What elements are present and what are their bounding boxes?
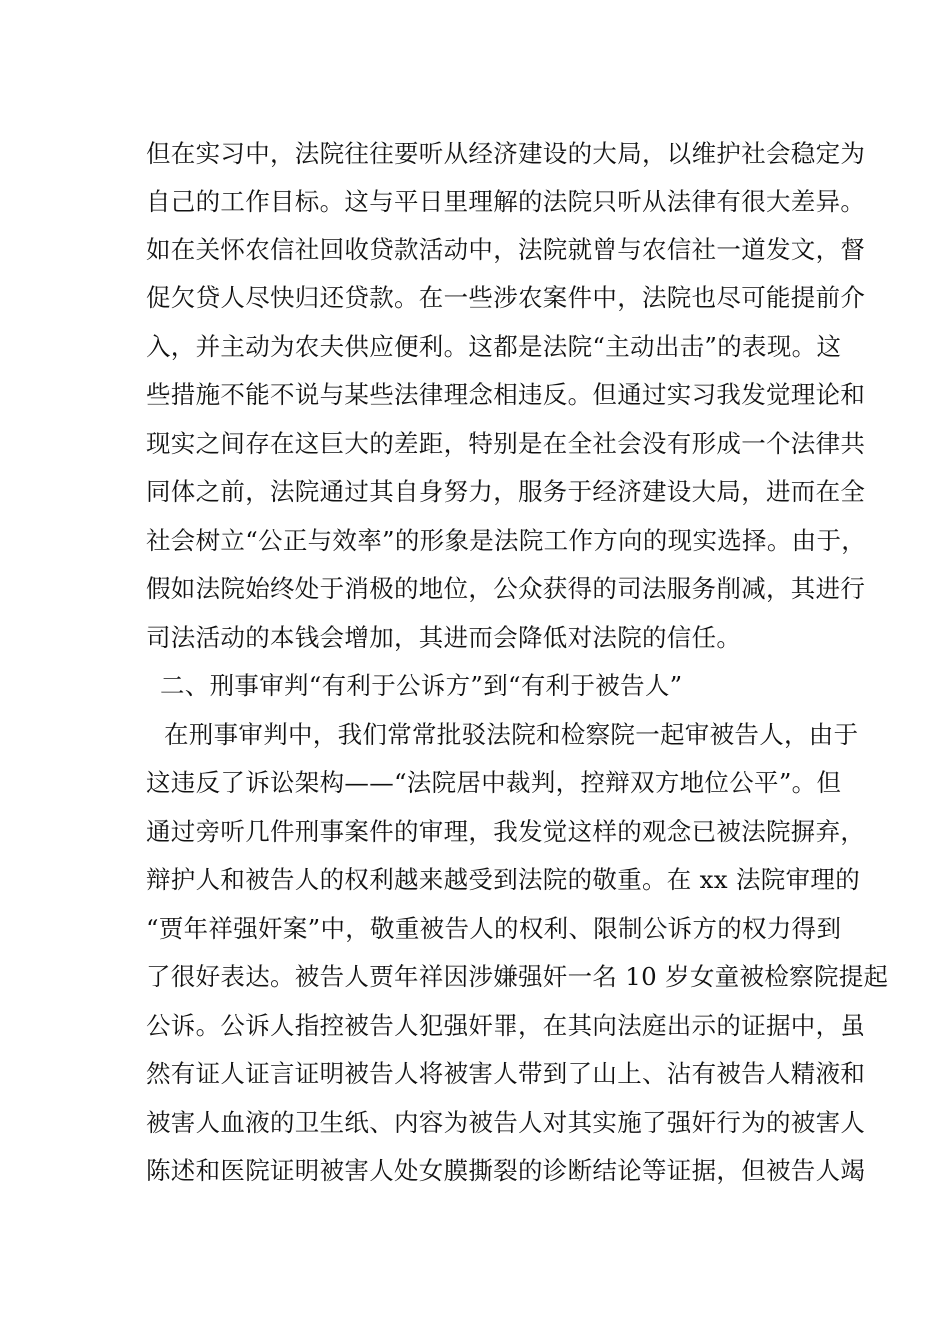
paragraph-line: 社会树立“公正与效率”的形象是法院工作方向的现实选择。由于， — [146, 526, 867, 555]
paragraph-line: 司法活动的本钱会增加，其进而会降低对法院的信任。 — [146, 623, 742, 652]
paragraph-line: 了很好表达。被告人贾年祥因涉嫌强奸一名 10 岁女童被检察院提起 — [146, 962, 889, 991]
paragraph-line: 通过旁听几件刑事案件的审理，我发觉这样的观念已被法院摒弃， — [146, 817, 866, 846]
paragraph-line: “贾年祥强奸案”中，敬重被告人的权利、限制公诉方的权力得到 — [146, 914, 842, 943]
paragraph-line: 假如法院始终处于消极的地位，公众获得的司法服务削减，其进行 — [146, 574, 866, 603]
paragraph-line: 自己的工作目标。这与平日里理解的法院只听从法律有很大差异。 — [146, 187, 866, 216]
paragraph-line: 但在实习中，法院往往要听从经济建设的大局，以维护社会稳定为 — [146, 139, 866, 168]
paragraph-line: 促欠贷人尽快归还贷款。在一些涉农案件中，法院也尽可能提前介 — [146, 283, 866, 312]
paragraph-line: 些措施不能不说与某些法律理念相违反。但通过实习我发觉理论和 — [146, 380, 866, 409]
paragraph-line: 被害人血液的卫生纸、内容为被告人对其实施了强奸行为的被害人 — [146, 1108, 866, 1137]
paragraph-line: 这违反了诉讼架构——“法院居中裁判，控辩双方地位公平”。但 — [146, 768, 842, 797]
paragraph-line: 公诉。公诉人指控被告人犯强奸罪，在其向法庭出示的证据中，虽 — [146, 1011, 866, 1040]
paragraph-line: 现实之间存在这巨大的差距，特别是在全社会没有形成一个法律共 — [146, 429, 866, 458]
paragraph-line: 入，并主动为农夫供应便利。这都是法院“主动出击”的表现。这 — [146, 332, 842, 361]
paragraph-line: 如在关怀农信社回收贷款活动中，法院就曾与农信社一道发文，督 — [146, 235, 866, 264]
paragraph-line: 在刑事审判中，我们常常批驳法院和检察院一起审被告人，由于 — [164, 720, 859, 749]
paragraph-line: 然有证人证言证明被告人将被害人带到了山上、沾有被告人精液和 — [146, 1059, 866, 1088]
paragraph-line: 陈述和医院证明被害人处女膜撕裂的诊断结论等证据，但被告人竭 — [146, 1156, 866, 1185]
paragraph-line: 辩护人和被告人的权利越来越受到法院的敬重。在 xx 法院审理的 — [146, 865, 861, 894]
paragraph-line: 同体之前，法院通过其自身努力，服务于经济建设大局，进而在全 — [146, 477, 866, 506]
section-heading: 二、刑事审判“有利于公诉方”到“有利于被告人” — [160, 671, 683, 700]
